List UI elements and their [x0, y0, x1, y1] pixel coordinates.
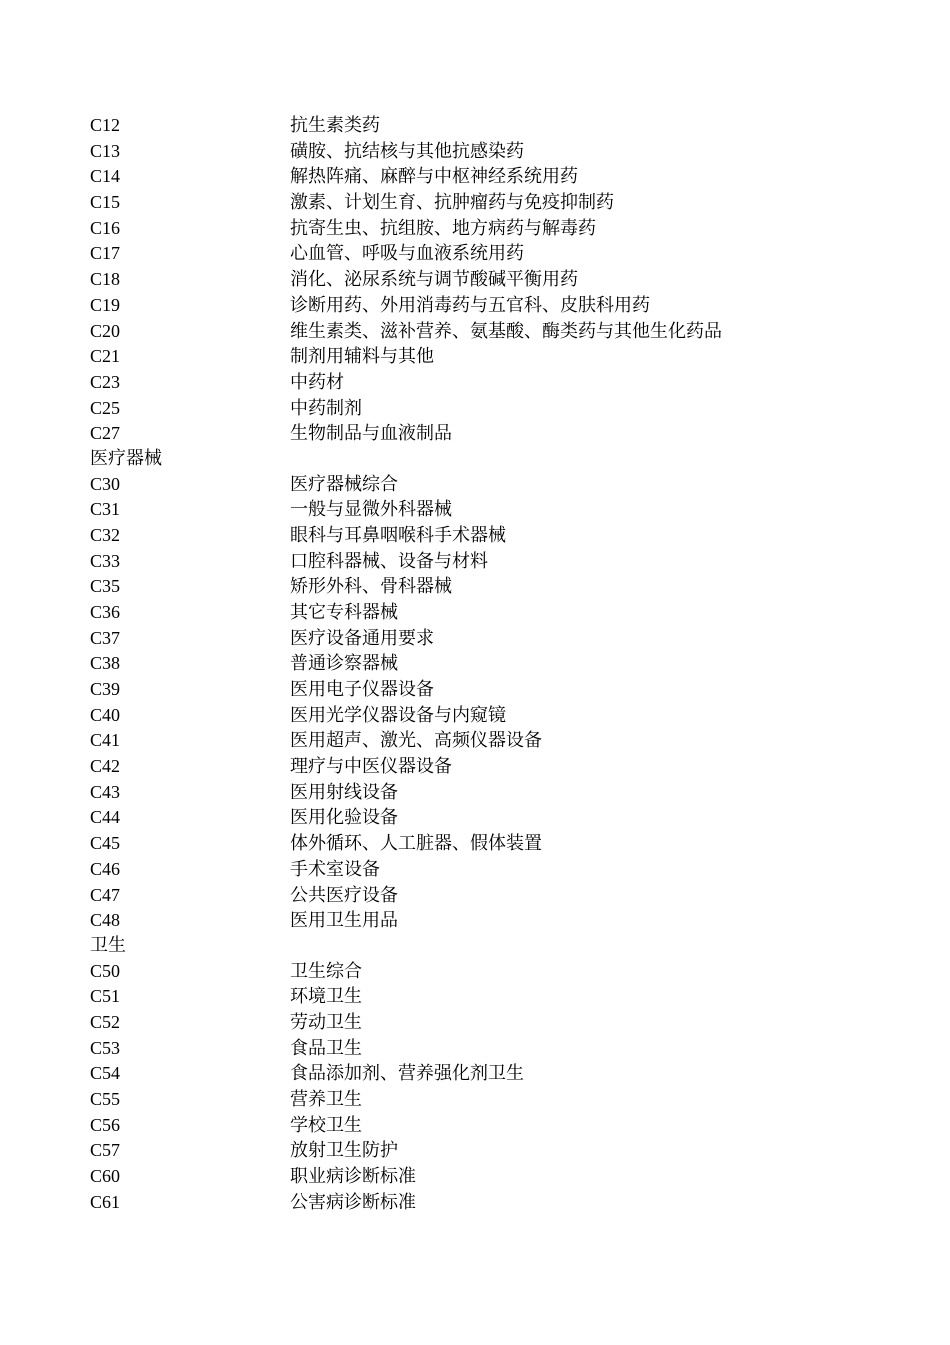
item-code: C25: [90, 397, 121, 418]
list-item: [90, 728, 870, 754]
item-title: 抗生素类药: [290, 115, 380, 136]
list-item: [90, 267, 870, 293]
list-item: [90, 959, 870, 985]
list-item: [90, 523, 870, 549]
item-code: C48: [90, 910, 121, 931]
item-title: 其它专科器械: [290, 601, 398, 623]
item-title: 理疗与中医仪器设备: [290, 756, 452, 778]
item-title: 口腔科器械、设备与材料: [290, 550, 488, 572]
item-title: 一般与显微外科器械: [290, 499, 452, 521]
list-item: [90, 600, 870, 626]
item-code: C55: [90, 1088, 121, 1109]
list-item: [90, 651, 870, 677]
list-item: [90, 113, 870, 139]
item-code: C38: [90, 653, 121, 674]
list-item: [90, 908, 870, 934]
list-item: [90, 831, 870, 857]
item-code: C18: [90, 269, 121, 290]
item-code: C36: [90, 601, 121, 622]
item-code: C44: [90, 807, 121, 828]
item-title: 抗寄生虫、抗组胺、地方病药与解毒药: [290, 217, 596, 239]
list-item: [90, 626, 870, 652]
list-item: [90, 1010, 870, 1036]
item-title: 学校卫生: [290, 1114, 362, 1136]
item-title: 维生素类、滋补营养、氨基酸、酶类药与其他生化药品: [290, 320, 722, 342]
item-code: C12: [90, 115, 121, 135]
item-title: 医用化验设备: [290, 807, 398, 829]
item-code: C42: [90, 756, 121, 777]
item-code: C50: [90, 960, 121, 981]
item-title: 卫生综合: [290, 960, 362, 982]
item-title: 体外循环、人工脏器、假体装置: [290, 833, 542, 855]
list-item: [90, 472, 870, 498]
item-title: 激素、计划生育、抗肿瘤药与免疫抑制药: [290, 192, 614, 214]
item-code: C27: [90, 423, 121, 444]
classification-list: [90, 113, 870, 1215]
item-code: C13: [90, 140, 121, 161]
item-title: 营养卫生: [290, 1088, 362, 1110]
section-heading: [90, 934, 870, 959]
item-code: C61: [90, 1191, 121, 1212]
item-code: C47: [90, 884, 121, 905]
section-heading: [90, 447, 870, 472]
list-item: [90, 164, 870, 190]
list-item: [90, 1190, 870, 1216]
item-title: 职业病诊断标准: [290, 1166, 416, 1187]
item-code: C40: [90, 704, 121, 725]
item-code: C20: [90, 320, 121, 341]
item-code: C53: [90, 1037, 121, 1058]
item-title: 解热阵痛、麻醉与中枢神经系统用药: [290, 166, 578, 188]
item-title: 医用电子仪器设备: [290, 679, 434, 701]
item-code: C16: [90, 217, 121, 238]
item-title: 食品添加剂、营养强化剂卫生: [290, 1063, 524, 1085]
item-title: 医用超声、激光、高频仪器设备: [290, 730, 542, 752]
list-item: [90, 857, 870, 883]
item-code: C60: [90, 1166, 121, 1186]
item-code: C31: [90, 499, 121, 520]
list-item: [90, 754, 870, 780]
item-title: 医疗器械综合: [290, 473, 398, 495]
item-code: C35: [90, 576, 121, 597]
item-code: C15: [90, 192, 121, 213]
item-code: C54: [90, 1063, 121, 1084]
item-title: 中药制剂: [290, 397, 362, 419]
list-item: [90, 883, 870, 909]
item-title: 心血管、呼吸与血液系统用药: [290, 243, 524, 265]
list-item: [90, 984, 870, 1010]
item-title: 公共医疗设备: [290, 884, 398, 906]
list-item: [90, 421, 870, 447]
item-title: 制剂用辅料与其他: [290, 346, 434, 368]
item-code: C14: [90, 166, 121, 187]
item-title: 医疗设备通用要求: [290, 627, 434, 649]
section-heading-label: 医疗器械: [90, 447, 162, 469]
item-code: C45: [90, 833, 121, 854]
list-item: [90, 703, 870, 729]
item-title: 医用光学仪器设备与内窥镜: [290, 704, 506, 726]
item-code: C33: [90, 550, 121, 571]
item-title: 消化、泌尿系统与调节酸碱平衡用药: [290, 269, 578, 291]
item-title: 放射卫生防护: [290, 1140, 398, 1162]
list-item: [90, 216, 870, 242]
item-code: C57: [90, 1140, 121, 1161]
list-item: [90, 293, 870, 319]
item-code: C21: [90, 346, 121, 367]
list-item: [90, 780, 870, 806]
item-title: 医用卫生用品: [290, 910, 398, 932]
item-title: 眼科与耳鼻咽喉科手术器械: [290, 524, 506, 546]
list-item: [90, 549, 870, 575]
item-code: C17: [90, 243, 121, 264]
list-item: [90, 344, 870, 370]
list-item: [90, 1087, 870, 1113]
list-item: [90, 677, 870, 703]
item-code: C51: [90, 986, 121, 1007]
item-code: C43: [90, 781, 121, 802]
item-code: C32: [90, 524, 121, 545]
list-item: [90, 1061, 870, 1087]
list-item: [90, 190, 870, 216]
list-item: [90, 370, 870, 396]
list-item: [90, 1113, 870, 1139]
item-code: C39: [90, 679, 121, 700]
item-code: C23: [90, 371, 121, 392]
list-item: [90, 805, 870, 831]
list-item: [90, 139, 870, 165]
item-code: C52: [90, 1011, 121, 1032]
list-item: [90, 1138, 870, 1164]
list-item: [90, 497, 870, 523]
item-code: C56: [90, 1114, 121, 1135]
item-code: C41: [90, 730, 121, 751]
item-title: 公害病诊断标准: [290, 1191, 416, 1213]
list-item: [90, 1036, 870, 1062]
item-title: 中药材: [290, 371, 344, 393]
list-item: [90, 319, 870, 345]
list-item: [90, 241, 870, 267]
item-title: 磺胺、抗结核与其他抗感染药: [290, 140, 524, 162]
list-item: [90, 1164, 870, 1190]
section-heading-label: 卫生: [90, 934, 126, 956]
item-code: C37: [90, 627, 121, 648]
item-title: 矫形外科、骨科器械: [290, 576, 452, 598]
list-item: [90, 574, 870, 600]
item-title: 诊断用药、外用消毒药与五官科、皮肤科用药: [290, 294, 650, 316]
item-title: 生物制品与血液制品: [290, 423, 452, 445]
item-title: 食品卫生: [290, 1037, 362, 1059]
item-title: 医用射线设备: [290, 781, 398, 803]
list-item: [90, 396, 870, 422]
item-code: C46: [90, 858, 121, 879]
item-code: C19: [90, 294, 121, 315]
item-title: 环境卫生: [290, 986, 362, 1008]
item-title: 劳动卫生: [290, 1011, 362, 1033]
item-code: C30: [90, 473, 121, 494]
item-title: 手术室设备: [290, 858, 380, 880]
item-title: 普通诊察器械: [290, 653, 398, 675]
